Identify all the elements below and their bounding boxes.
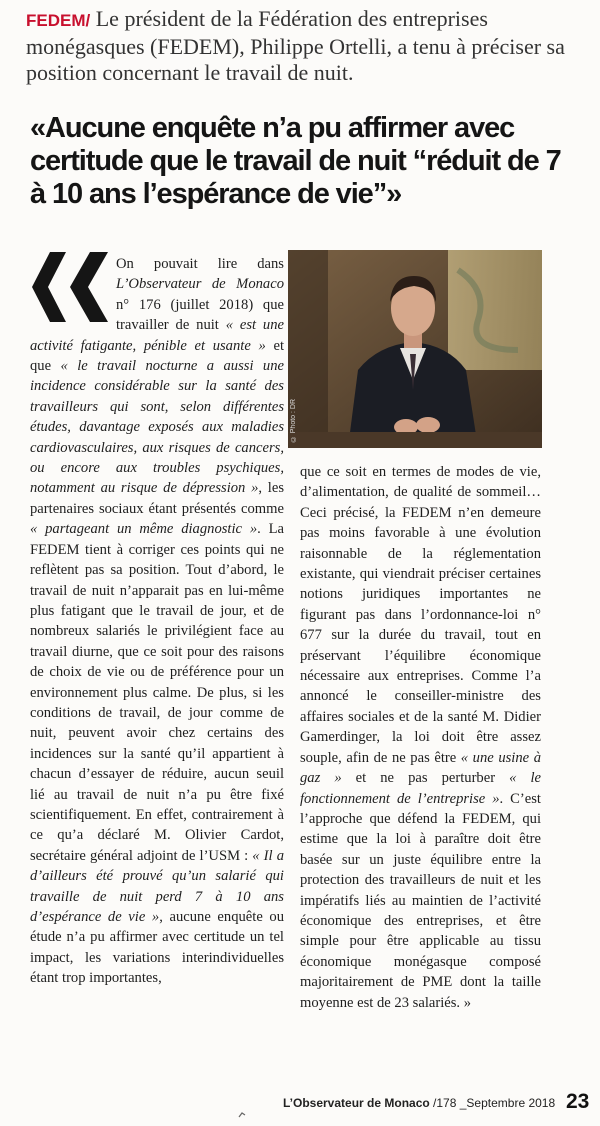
article-text: que ce soit en termes de modes de vie, d’alimentation, de qualité de sommeil… Ceci précisé, la FEDEM n’en demeure pas moins favorable à une évolution raisonnable de la réglementation existante, qui viendrait préciser certaines notions juridiques importantes ne figurant pas dans l’ordonnance-loi n° 677 sur la durée du travail, tout en préservant l’équilibre économique nécessaire aux entreprises. Comme l’a annoncé le conseiller-ministre des affaires sociales et de la santé M. Didier Gamerdinger, la loi doit être assez souple, afin de ne pas être	[300, 464, 541, 766]
portrait-photo	[288, 250, 542, 448]
footer-publication	[283, 1096, 555, 1110]
magazine-reference: L’Observateur de Monaco	[116, 276, 284, 293]
article-text: et ne pas perturber	[341, 770, 510, 787]
intro-paragraph	[26, 6, 574, 86]
article-text: n° 176 (juillet 2018) que travailler de nuit	[116, 296, 284, 334]
photo-credit: © Photo : DR	[290, 398, 297, 442]
article-text: , les partenaires sociaux étant présentés comme	[30, 480, 285, 517]
page-footer	[0, 1092, 600, 1122]
intro-text: Le président de la Fédération des entreprises monégasques (FEDEM), Philippe Ortelli, a tenu à préciser sa position concernant le travail de nuit.	[26, 6, 565, 85]
scan-mark-icon	[238, 1112, 246, 1118]
quotation: « le travail nocturne a aussi une incidence considérable sur la santé des travailleurs qui sont, selon différentes études, davantage exposés aux maladies cardiovasculaires, aux risques de cancers, ou encore aux troubles psychiques, notamment au risque de dépression »	[30, 358, 284, 497]
article-text: et que	[30, 337, 284, 375]
quotation: « une usine à gaz »	[300, 749, 542, 787]
quotation: « le fonctionnement de l’entreprise »	[300, 770, 542, 807]
article-text: . La FEDEM tient à corriger ces points qui ne reflètent pas sa position. Tout d’abord, le travail de nuit n’apparait pas en lui-même plus fatigant que le travail de jour, et de nombreux salariés le privilégient face au travail diurne, que ce soit pour des raisons de choix de vie ou de préférence pour un environnement plus calme. De plus, si les conditions de travail, de jour comme de nuit, peuvent avoir chez certains des incidences sur la santé qu’il appartient à chacun d’essayer de réduire, aucun seuil lié au travail de nuit n’a pu être fixé scientifiquement. En effet, contrairement à ce qu’a déclaré M. Olivier Cardot, secrétaire général adjoint de l’USM :	[30, 521, 284, 864]
article-column-1	[30, 254, 284, 989]
article-text: On pouvait lire dans	[116, 256, 284, 272]
article-column-2	[300, 462, 541, 1013]
issue-date: /178 _Septembre 2018	[429, 1096, 556, 1110]
page-number: 23	[566, 1090, 590, 1113]
dropquote-spacer	[30, 254, 116, 316]
quotation: « Il a d’ailleurs été prouvé qu’un salarié qui travaille de nuit perd 7 à 10 ans d’espérance de vie »	[30, 847, 284, 925]
quotation: « est une activité fatigante, pénible et usante »	[30, 317, 284, 354]
publication-name: L’Observateur de Monaco	[283, 1096, 430, 1110]
article-text: , aucune enquête ou étude n’a pu affirmer avec certitude un tel impact, les variations interindividuelles étant trop importantes,	[30, 909, 285, 987]
quotation: « partageant un même diagnostic »	[30, 521, 258, 538]
article-text: . C’est l’approche que défend la FEDEM, qui estime que la loi à paraître doit être basée sur un juste équilibre entre la protection des travailleurs de nuit et les impératifs liés au maintien de l’activité économique des entreprises, et être simple pour être applicable au tissu économique monégasque composé majoritairement de PME dont la taille moyenne est de 23 salariés. »	[300, 790, 541, 1011]
section-tag: FEDEM/	[26, 11, 91, 30]
headline: «Aucune enquête n’a pu affirmer avec certitude que le travail de nuit “réduit de 7 à 10 ans l’espérance de vie”»	[30, 112, 561, 210]
